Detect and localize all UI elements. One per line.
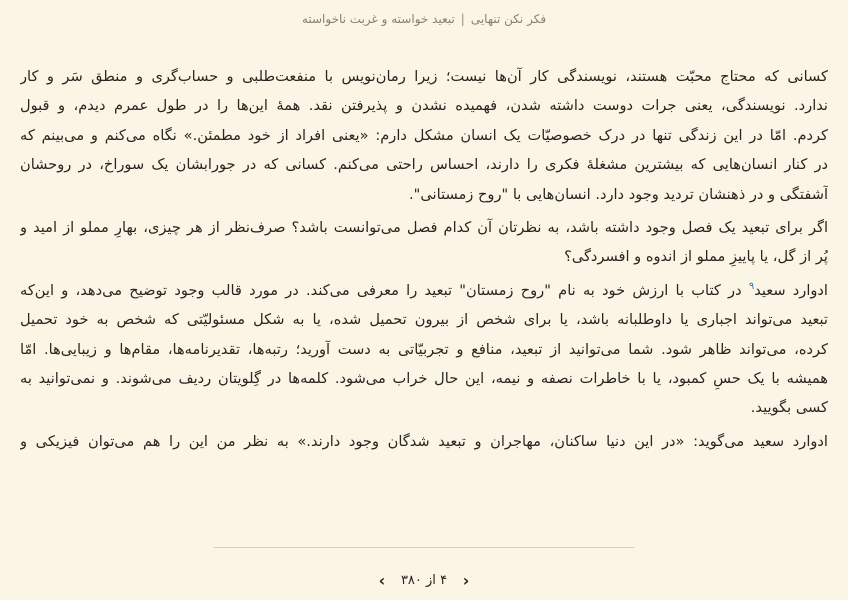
text-line: کردم. امّا در این زندگی تنها در درک خصوصیّات یک انسان مشکل دارم: «یعنی افراد از خود مطمئن.» نگاه می‌کنم و می‌بینم که [20, 126, 828, 144]
total-pages: ۳۸۰ [400, 572, 422, 588]
text-fragment: در کتاب با ارزش خود به نام "روح زمستان" تبعید را معرفی می‌کند. در مورد قالب وجود توضیح می‌دهد، و این‌که [20, 281, 742, 299]
text-line: ندارد. نویسندگی، یعنی جرات دوست داشته شدن، فهمیده نشدن و پذیرفتن نقد. همهٔ این‌ها را در طول عمرم دیدم، و قبول [20, 97, 828, 115]
paragraph [0, 213, 848, 272]
page-divider [214, 547, 634, 548]
paragraph [0, 276, 848, 423]
header-separator: | [460, 12, 465, 26]
text-line [20, 276, 828, 305]
text-line: آشفتگی و در ذهنشان تردید وجود دارد. انسان‌هایی با "روح زمستانی". [409, 185, 828, 203]
chapter-title: تبعید خواسته و غربت ناخواسته [301, 12, 455, 26]
text-line: کرده، می‌تواند ظاهر شود. شما می‌توانید از تبعید، منافع و تجربیّاتی به دست آورید؛ رتبه‌ها، تقدیرنامه‌ها، مقام‌ها و زیبایی‌ها. امّا [20, 340, 828, 358]
text-line: در کنار انسان‌هایی که بیشترین مشغلهٔ فکری را دارند، احساس راحتی می‌کنم. کسانی که در جورابشان یک سوراخ، در روحشان [20, 156, 828, 174]
chevron-right-icon[interactable]: › [462, 570, 470, 590]
of-label: از [426, 572, 436, 588]
text-line: ادوارد سعید می‌گوید: «در این دنیا ساکنان، مهاجران و تبعید شدگان وجود دارند.» به نظر من این را هم می‌توان فیزیکی و [20, 432, 828, 450]
author-name: ادوارد سعید [754, 281, 828, 299]
text-line: کسانی که محتاج محبّت هستند، نویسندگی کار آن‌ها نیست؛ زیرا رمان‌نویس با منفعت‌طلبی و حساب‌گری و منطق سَر و کار [20, 68, 828, 85]
page-counter [401, 573, 447, 588]
text-line: اگر برای تبعید یک فصل وجود داشته باشد، به نظرتان آن کدام فصل می‌توانست باشد؟ صرف‌نظر از هر چیزی، بهارِ مملو از امید و [20, 218, 828, 236]
chapter-header [0, 0, 848, 38]
text-line: همیشه با یک حسِ کمبود، یا با خاطرات نصفه و نیمه، این حال خراب می‌شود. کلمه‌ها در گِلویتان ردیف می‌شوند. و نمی‌توانید به [20, 369, 828, 387]
chevron-left-icon[interactable]: ‹ [378, 570, 386, 590]
reading-pane [0, 62, 848, 460]
paragraph [0, 427, 848, 456]
page-navigator [0, 568, 848, 592]
footnote-link[interactable]: ۹ [748, 280, 755, 292]
text-line: کسی بگویید. [750, 399, 828, 417]
current-page: ۴ [440, 572, 448, 588]
book-title: فکر نکن تنهایی [470, 12, 547, 26]
paragraph [0, 62, 848, 209]
text-line: تبعید می‌تواند اجباری یا داوطلبانه باشد، یا برای شخص از بیرون تحمیل شده، یا به شکل مسئولیّتی که شخص به خود تحمیل [20, 311, 828, 329]
text-line: پُر از گل، یا پاییزِ مملو از اندوه و افسردگی؟ [564, 248, 828, 266]
